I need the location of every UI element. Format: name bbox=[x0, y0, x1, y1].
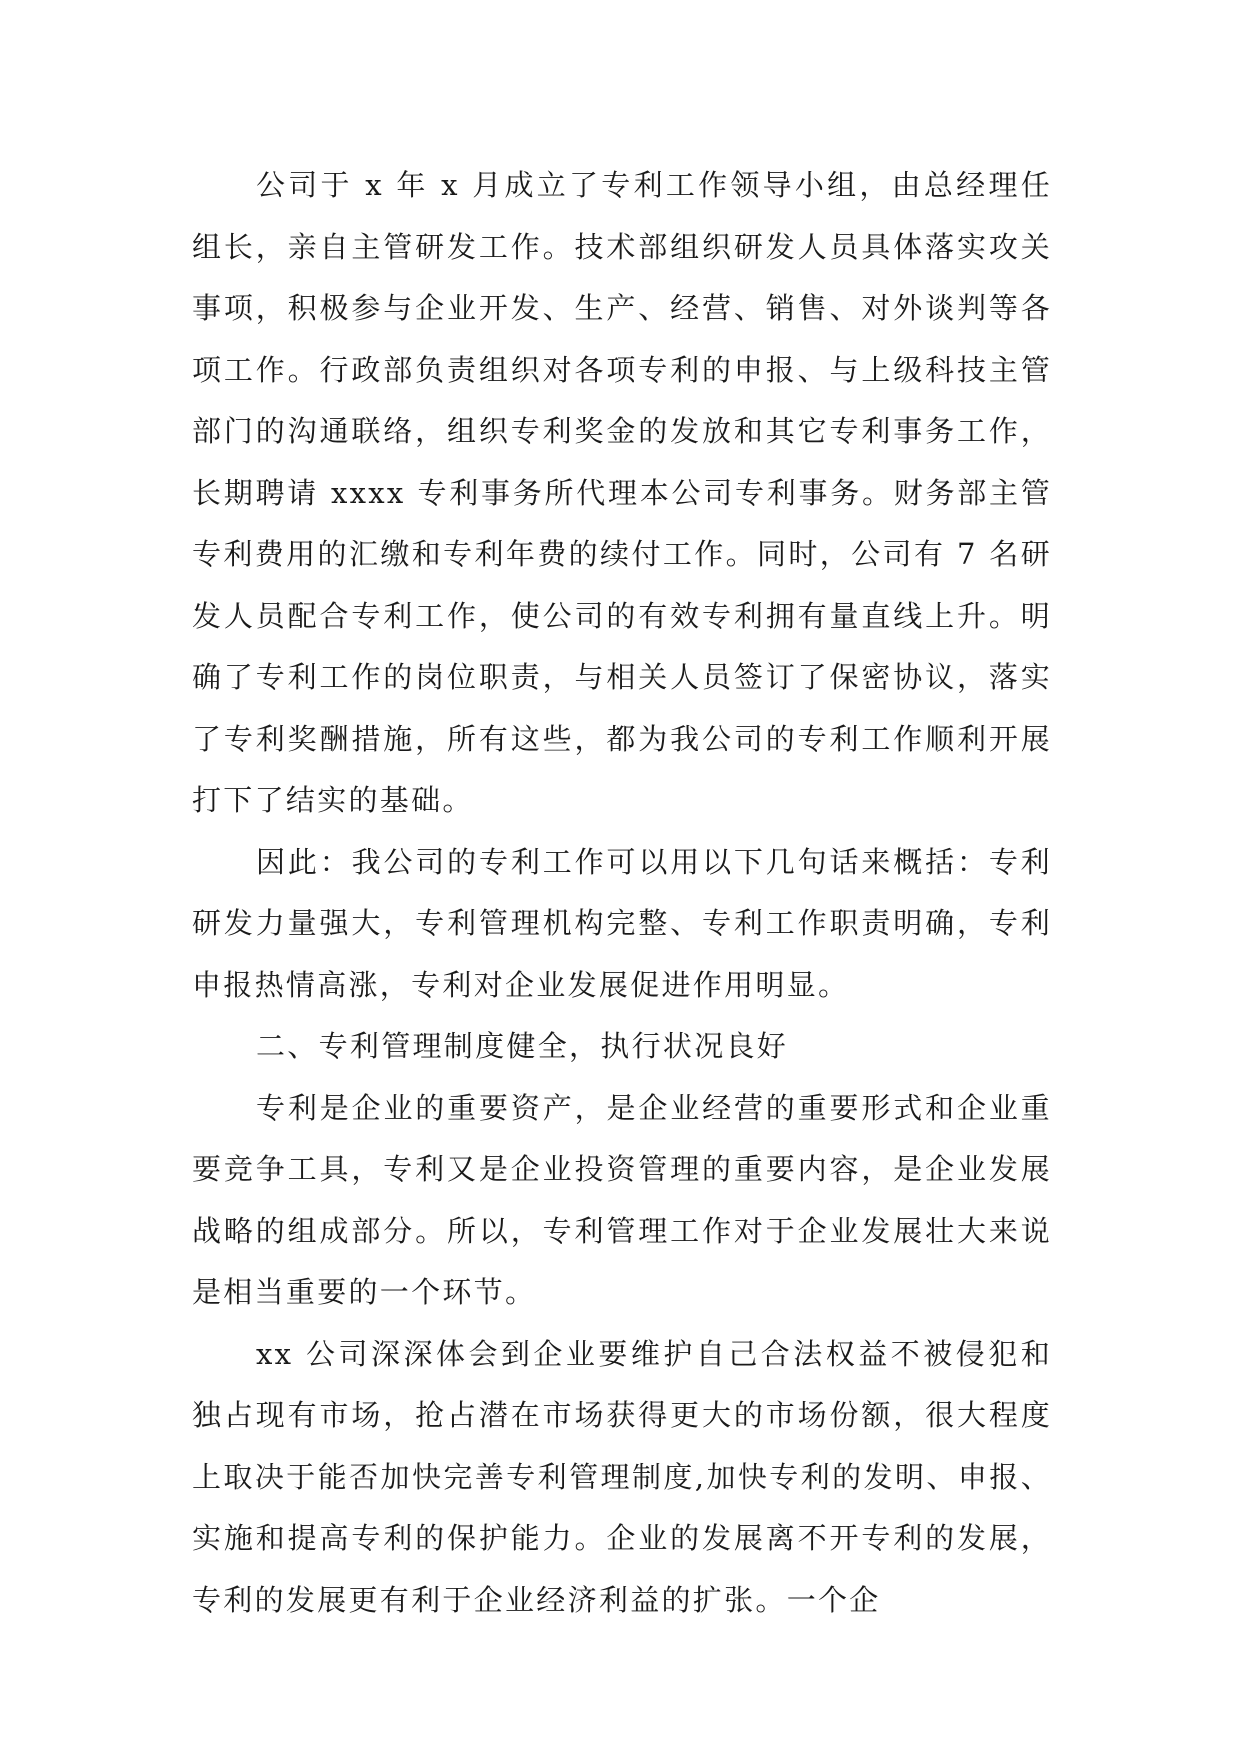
paragraph-summary: 因此：我公司的专利工作可以用以下几句话来概括：专利研发力量强大，专利管理机构完整、专利工作职责明确，专利申报热情高涨，专利对企业发展促进作用明显。 bbox=[192, 844, 1052, 1002]
paragraph-patent-importance: 专利是企业的重要资产，是企业经营的重要形式和企业重要竞争工具，专利又是企业投资管理的重要内容，是企业发展战略的组成部分。所以，专利管理工作对于企业发展壮大来说是相当重要的一个环节。 bbox=[192, 1090, 1052, 1309]
section-heading-2: 二、专利管理制度健全，执行状况良好 bbox=[256, 1029, 789, 1063]
document-body bbox=[192, 155, 1052, 1631]
paragraph-org-structure: 公司于 x 年 x 月成立了专利工作领导小组，由总经理任组长，亲自主管研发工作。技术部组织研发人员具体落实攻关事项，积极参与企业开发、生产、经营、销售、对外谈判等各项工作。行政部负责组织对各项专利的申报、与上级科技主管部门的沟通联络，组织专利奖金的发放和其它专利事务工作，长期聘请 xxxx 专利事务所代理本公司专利事务。财务部主管专利费用的汇缴和专利年费的续付工作。同时，公司有 7 名研发人员配合专利工作，使公司的有效专利拥有量直线上升。明确了专利工作的岗位职责，与相关人员签订了保密协议，落实了专利奖酬措施，所有这些，都为我公司的专利工作顺利开展打下了结实的基础。 bbox=[192, 168, 1052, 817]
paragraph-company-experience: xx 公司深深体会到企业要维护自己合法权益不被侵犯和独占现有市场，抢占潜在市场获得更大的市场份额，很大程度上取决于能否加快完善专利管理制度,加快专利的发明、申报、实施和提高专利的保护能力。企业的发展离不开专利的发展，专利的发展更有利于企业经济利益的扩张。一个企 bbox=[192, 1336, 1052, 1617]
